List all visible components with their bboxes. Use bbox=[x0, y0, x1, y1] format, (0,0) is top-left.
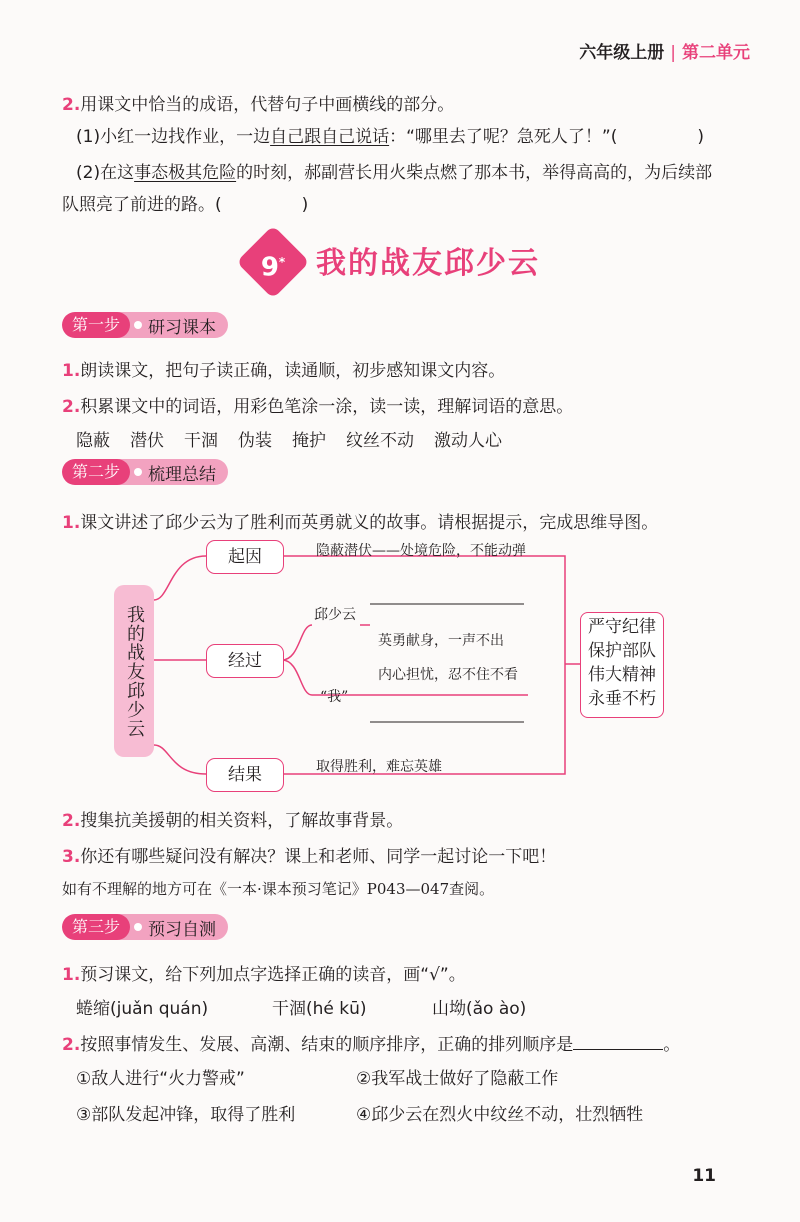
summary-line: 保护部队 bbox=[588, 641, 656, 661]
mindmap-center: 我的战友邱少云 bbox=[114, 585, 154, 757]
sentence-1-post: ：“哪里去了呢？急死人了！”( bbox=[389, 127, 618, 147]
vocab-word[interactable]: 激动人心 bbox=[434, 431, 502, 451]
option-1: ①敌人进行“火力警戒” bbox=[76, 1069, 245, 1089]
option-2: ②我军战士做好了隐蔽工作 bbox=[356, 1069, 559, 1089]
question-number: 2. bbox=[62, 95, 81, 115]
summary-line: 永垂不朽 bbox=[588, 689, 656, 709]
step2-q2-text: 搜集抗美援朝的相关资料，了解故事背景。 bbox=[80, 811, 404, 831]
page-number: 11 bbox=[692, 1166, 716, 1186]
vocab-word[interactable]: 掩护 bbox=[292, 431, 326, 451]
cause-note: 隐蔽潜伏——处境危险，不能动弹 bbox=[316, 543, 526, 559]
question-number: 2. bbox=[62, 397, 81, 417]
mindmap-cause-box: 起因 bbox=[206, 540, 284, 574]
wo-note: 内心担忧，忍不住不看 bbox=[378, 667, 518, 683]
pinyin-item-1[interactable]: 蜷缩(juǎn quán) bbox=[76, 999, 209, 1019]
lesson-title: 我的战友邱少云 bbox=[316, 246, 540, 281]
mindmap-summary bbox=[580, 612, 664, 718]
unit-label: 第二单元 bbox=[682, 43, 750, 63]
vocab-word[interactable]: 干涸 bbox=[184, 431, 218, 451]
lesson-number-text: 9 bbox=[260, 252, 279, 283]
step3-q2-text: 按照事情发生、发展、高潮、结束的顺序排序，正确的排列顺序是 bbox=[80, 1035, 574, 1055]
step-3-tag bbox=[62, 914, 228, 940]
mindmap-result-box: 结果 bbox=[206, 758, 284, 792]
step2-q3-text: 你还有哪些疑问没有解决？课上和老师、同学一起讨论一下吧！ bbox=[80, 847, 557, 867]
step2-question-3 bbox=[62, 842, 556, 867]
sentence-2-underlined: 事态极其危险 bbox=[134, 163, 237, 183]
grade-label: 六年级上册 bbox=[579, 43, 665, 63]
step-3-label: 第三步 bbox=[62, 914, 130, 940]
step2-question-2 bbox=[62, 806, 403, 831]
question-number: 2. bbox=[62, 1035, 81, 1055]
step3-question-1 bbox=[62, 960, 466, 985]
sentence-2-line2-text: 队照亮了前进的路。( bbox=[62, 195, 222, 215]
lesson-number: 9* bbox=[260, 252, 286, 283]
sentence-1-close: ) bbox=[697, 127, 704, 147]
question-number: 1. bbox=[62, 965, 81, 985]
qiu-label: 邱少云 bbox=[314, 607, 356, 623]
step1-q1-text: 朗读课文，把句子读正确，读通顺，初步感知课文内容。 bbox=[80, 361, 506, 381]
summary-line: 严守纪律 bbox=[588, 617, 656, 637]
vocab-word[interactable]: 潜伏 bbox=[130, 431, 164, 451]
step-3-title: 预习自测 bbox=[148, 919, 217, 940]
sentence-2-pre: (2)在这 bbox=[76, 163, 135, 183]
question-stem: 用课文中恰当的成语，代替句子中画横线的部分。 bbox=[80, 95, 455, 115]
option-4: ④邱少云在烈火中纹丝不动，壮烈牺牲 bbox=[356, 1105, 644, 1125]
vocab-word[interactable]: 隐蔽 bbox=[76, 431, 110, 451]
step-1-label: 第一步 bbox=[62, 312, 130, 338]
question-number: 1. bbox=[62, 361, 81, 381]
summary-line: 伟大精神 bbox=[588, 665, 656, 685]
wo-label: “我” bbox=[320, 689, 349, 705]
vocab-word[interactable]: 伪装 bbox=[238, 431, 272, 451]
step-2-label: 第二步 bbox=[62, 459, 130, 485]
sentence-2-post: 的时刻，郝副营长用火柴点燃了那本书，举得高高的，为后续部 bbox=[236, 163, 713, 183]
result-note: 取得胜利，难忘英雄 bbox=[316, 759, 442, 775]
step-2-title: 梳理总结 bbox=[148, 464, 217, 485]
option-3: ③部队发起冲锋，取得了胜利 bbox=[76, 1105, 296, 1125]
reference-note: 如有不理解的地方可在《一本·课本预习笔记》P043—047查阅。 bbox=[62, 880, 495, 898]
step2-q1-text: 课文讲述了邱少云为了胜利而英勇就义的故事。请根据提示，完成思维导图。 bbox=[80, 513, 659, 533]
sentence-2-close: ) bbox=[301, 195, 309, 215]
step3-q2-end: 。 bbox=[663, 1035, 681, 1055]
step3-question-2 bbox=[62, 1030, 680, 1055]
mindmap-process-box: 经过 bbox=[206, 644, 284, 678]
step-dot bbox=[134, 923, 142, 931]
pinyin-item-3[interactable]: 山坳(ǎo ào) bbox=[432, 999, 527, 1019]
step3-q1-text: 预习课文，给下列加点字选择正确的读音，画“√”。 bbox=[80, 965, 466, 985]
question-number: 3. bbox=[62, 847, 81, 867]
sentence-1-underlined: 自己跟自己说话 bbox=[270, 127, 390, 147]
step1-q2-text: 积累课文中的词语，用彩色笔涂一涂，读一读，理解词语的意思。 bbox=[80, 397, 574, 417]
header-separator: | bbox=[670, 43, 676, 63]
pinyin-item-2[interactable]: 干涸(hé kū) bbox=[272, 999, 367, 1019]
sentence-1-pre: (1)小红一边找作业，一边 bbox=[76, 127, 271, 147]
step-1-title: 研习课本 bbox=[148, 317, 217, 338]
vocab-word[interactable]: 纹丝不动 bbox=[346, 431, 414, 451]
qiu-note: 英勇献身，一声不出 bbox=[378, 633, 504, 649]
order-answer-blank[interactable] bbox=[573, 1049, 663, 1050]
question-number: 2. bbox=[62, 811, 81, 831]
question-number: 1. bbox=[62, 513, 81, 533]
